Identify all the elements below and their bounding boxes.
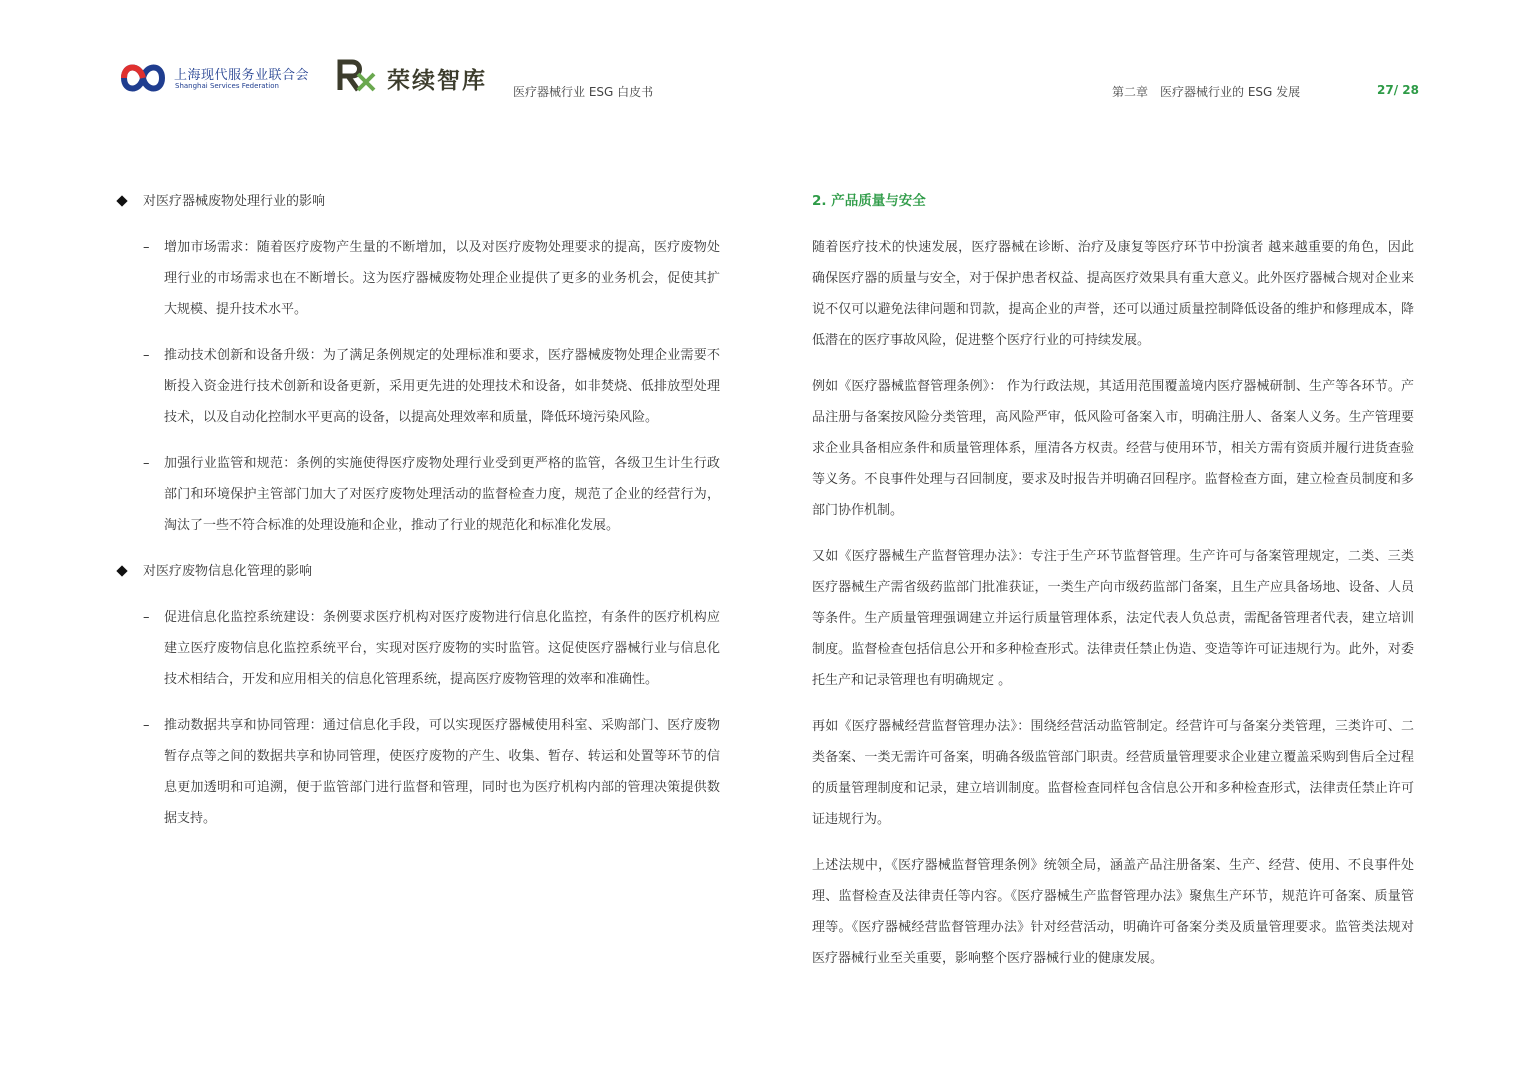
- list-item: [115, 448, 720, 541]
- paragraph: 随着医疗技术的快速发展，医疗器械在诊断、治疗及康复等医疗环节中扮演者 越来越重要的角色，因此确保医疗器的质量与安全，对于保护患者权益、提高医疗效果具有重大意义。此外医疗器械合规对企业来说不仅可以避免法律问题和罚款，提高企业的声誉，还可以通过质量控制降低设备的维护和修理成本，降低潜在的医疗事故风险，促进整个医疗行业的可持续发展。: [812, 240, 1414, 348]
- brand-name: 荣续智库: [387, 68, 487, 94]
- right-column: [812, 186, 1414, 989]
- dash-bullet-icon: –: [143, 456, 150, 471]
- left-column: [115, 186, 720, 849]
- org-name-cn: 上海现代服务业联合会: [174, 68, 310, 83]
- list-item: [115, 710, 720, 834]
- list-item: [115, 602, 720, 695]
- list-item-text: 加强行业监管和规范：条例的实施使得医疗废物处理行业受到更严格的监管，各级卫生计生行政部门和环境保护主管部门加大了对医疗废物处理活动的监督检查力度，规范了企业的经营行为，淘汰了一些不符合标准的处理设施和企业，推动了行业的规范化和标准化发展。: [164, 456, 720, 533]
- list-item-text: 增加市场需求：随着医疗废物产生量的不断增加，以及对医疗废物处理要求的提高，医疗废物处理行业的市场需求也在不断增长。这为医疗器械废物处理企业提供了更多的业务机会，促使其扩大规模、提升技术水平。: [164, 240, 720, 317]
- ssf-logo-icon: [120, 60, 166, 96]
- paragraph: 上述法规中，《医疗器械监督管理条例》统领全局，涵盖产品注册备案、生产、经营、使用、不良事件处理、监督检查及法律责任等内容。《医疗器械生产监督管理办法》聚焦生产环节，规范许可备案、质量管理等。《医疗器械经营监督管理办法》针对经营活动，明确许可备案分类及质量管理要求。监管类法规对医疗器械行业至关重要，影响整个医疗器械行业的健康发展。: [812, 858, 1414, 966]
- list-item-text: 推动数据共享和协同管理：通过信息化手段，可以实现医疗器械使用科室、采购部门、医疗废物暂存点等之间的数据共享和协同管理，使医疗废物的产生、收集、暂存、转运和处置等环节的信息更加透明和可追溯，便于监管部门进行监督和管理，同时也为医疗机构内部的管理决策提供数据支持。: [164, 718, 720, 826]
- heading-text: 对医疗器械废物处理行业的影响: [143, 194, 326, 209]
- diamond-bullet-icon: [116, 565, 127, 576]
- paragraph: 再如《医疗器械经营监督管理办法》：围绕经营活动监管制定。经营许可与备案分类管理，三类许可、二类备案、一类无需许可备案，明确各级监管部门职责。经营质量管理要求企业建立覆盖采购到售后全过程的质量管理制度和记录，建立培训制度。监督检查同样包含信息公开和多种检查形式，法律责任禁止许可证违规行为。: [812, 719, 1414, 827]
- dash-bullet-icon: –: [143, 240, 150, 255]
- dash-bullet-icon: –: [143, 348, 150, 363]
- paragraph: 又如《医疗器械生产监督管理办法》：专注于生产环节监督管理。生产许可与备案管理规定，二类、三类医疗器械生产需省级药监部门批准获证，一类生产向市级药监部门备案，且生产应具备场地、设备、人员等条件。生产质量管理强调建立并运行质量管理体系，法定代表人负总责，需配备管理者代表，建立培训制度。监督检查包括信息公开和多种检查形式。法律责任禁止伪造、变造等许可证违规行为。此外，对委托生产和记录管理也有明确规定 。: [812, 549, 1414, 688]
- dash-bullet-icon: –: [143, 718, 150, 733]
- list-item-text: 推动技术创新和设备升级：为了满足条例规定的处理标准和要求，医疗器械废物处理企业需要不断投入资金进行技术创新和设备更新，采用更先进的处理技术和设备，如非焚烧、低排放型处理技术，以及自动化控制水平更高的设备，以提高处理效率和质量，降低环境污染风险。: [164, 348, 720, 425]
- bullet-heading: [115, 186, 720, 217]
- document-title: 医疗器械行业 ESG 白皮书: [513, 85, 654, 99]
- list-item: [115, 340, 720, 433]
- list-item-text: 促进信息化监控系统建设：条例要求医疗机构对医疗废物进行信息化监控，有条件的医疗机构应建立医疗废物信息化监控系统平台，实现对医疗废物的实时监管。这促使医疗器械行业与信息化技术相结合，开发和应用相关的信息化管理系统，提高医疗废物管理的效率和准确性。: [164, 610, 720, 687]
- chapter-title: 第二章 医疗器械行业的 ESG 发展: [1112, 85, 1301, 99]
- org-name-en: Shanghai Services Federation: [175, 82, 279, 90]
- list-item: [115, 232, 720, 325]
- diamond-bullet-icon: [116, 195, 127, 206]
- page-header: [0, 0, 1527, 130]
- bullet-heading: [115, 556, 720, 587]
- paragraph: 例如《医疗器械监督管理条例》： 作为行政法规，其适用范围覆盖境内医疗器械研制、生产等各环节。产品注册与备案按风险分类管理，高风险严审，低风险可备案入市，明确注册人、备案人义务。生产管理要求企业具备相应条件和质量管理体系，厘清各方权责。经营与使用环节，相关方需有资质并履行进货查验等义务。不良事件处理与召回制度，要求及时报告并明确召回程序。监督检查方面，建立检查员制度和多部门协作机制。: [812, 379, 1414, 518]
- section-title: 2. 产品质量与安全: [812, 193, 926, 209]
- heading-text: 对医疗废物信息化管理的影响: [143, 564, 313, 579]
- page-number: 27/ 28: [1377, 83, 1419, 97]
- dash-bullet-icon: –: [143, 610, 150, 625]
- rx-logo-icon: [336, 58, 378, 94]
